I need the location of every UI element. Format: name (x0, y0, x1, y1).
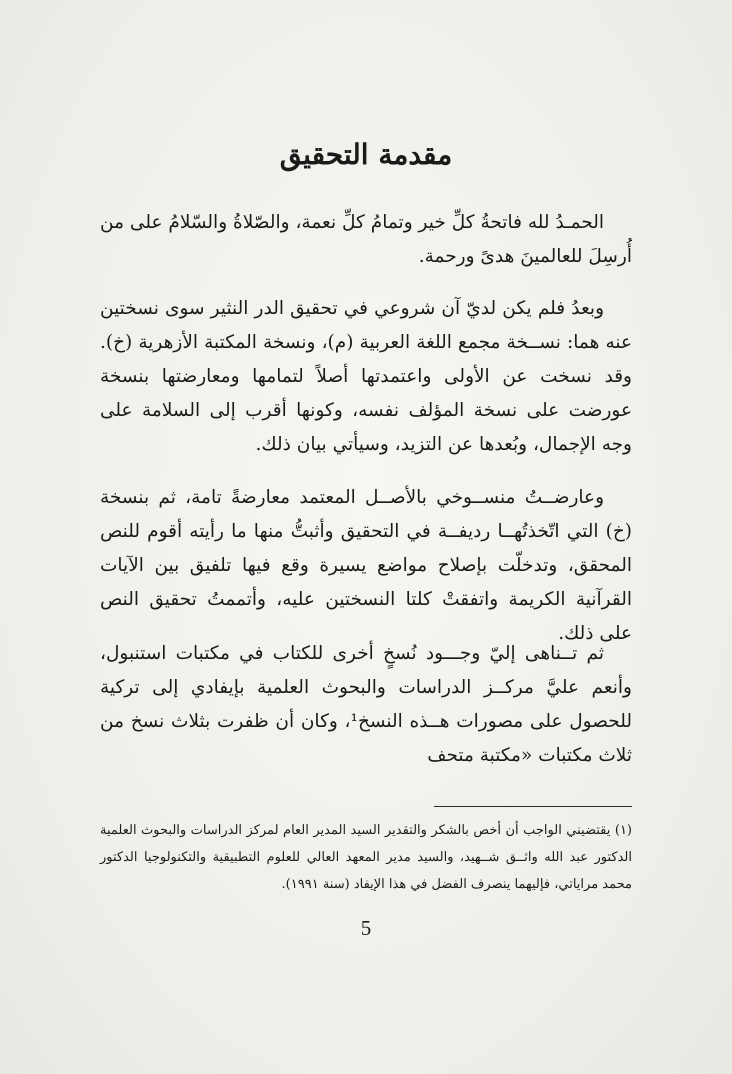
footnote: (١) يقتضيني الواجب أن أخص بالشكر والتقدير السيد المدير العام لمركز الدراسات والبحوث العلمية الدكتور عبد الله واثــق شــهيد، والسيد مدير المعهد العالي للعلوم التطبيقية والتكنولوجيا الدكتور محمد مراياتي، فإليهما ينصرف الفضل في هذا الإيفاد (سنة ١٩٩١). (100, 823, 632, 892)
paragraph-manuscripts: وبعدُ فلم يكن لديّ آن شروعي في تحقيق الدر النثير سوى نسختين عنه هما: نســخة مجمع اللغة العربية (م)، ونسخة المكتبة الأزهرية (خ). وقد نسخت عن الأولى واعتمدتها أصلاً لتمامها ومعارضتها بنسخة عورضت على نسخة المؤلف نفسه، وكونها أقرب إلى السلامة على وجه الإجمال، وبُعدها عن التزيد، وسيأتي بيان ذلك. (100, 298, 632, 455)
paragraph-istanbul: ثم تــناهى إليّ وجـــود نُسخٍ أخرى للكتاب في مكتبات استنبول، وأنعم عليَّ مركــز الدراسات والبحوث العلمية بإيفادي إلى تركية للحصول على مصورات هــذه النسخ¹، وكان أن ظفرت بثلاث نسخ من ثلاث مكتبات «مكتبة متحف (100, 643, 632, 766)
page-title: مقدمة التحقيق (279, 138, 453, 171)
paragraph-collation: وعارضــتُ منســوخي بالأصــل المعتمد معارضةً تامة، ثم بنسخة (خ) التي اتّخذتُهــا رديفــة في التحقيق وأثبتُّ منها ما رأيته أقوم للنص المحقق، وتدخلّت بإصلاح مواضع يسيرة وقع فيها تلفيق بين الآيات القرآنية الكريمة واتفقتْ كلتا النسختين عليه، وأتممتُ تحقيق النص على ذلك. (100, 487, 632, 644)
paragraph-opening: الحمـدُ لله فاتحةُ كلِّ خير وتمامُ كلِّ نعمة، والصّلاةُ والسّلامُ على من أُرسِلَ للعالمينَ هدىً ورحمة. (100, 212, 632, 267)
page-number: 5 (360, 916, 372, 940)
footnote-divider (434, 806, 632, 807)
